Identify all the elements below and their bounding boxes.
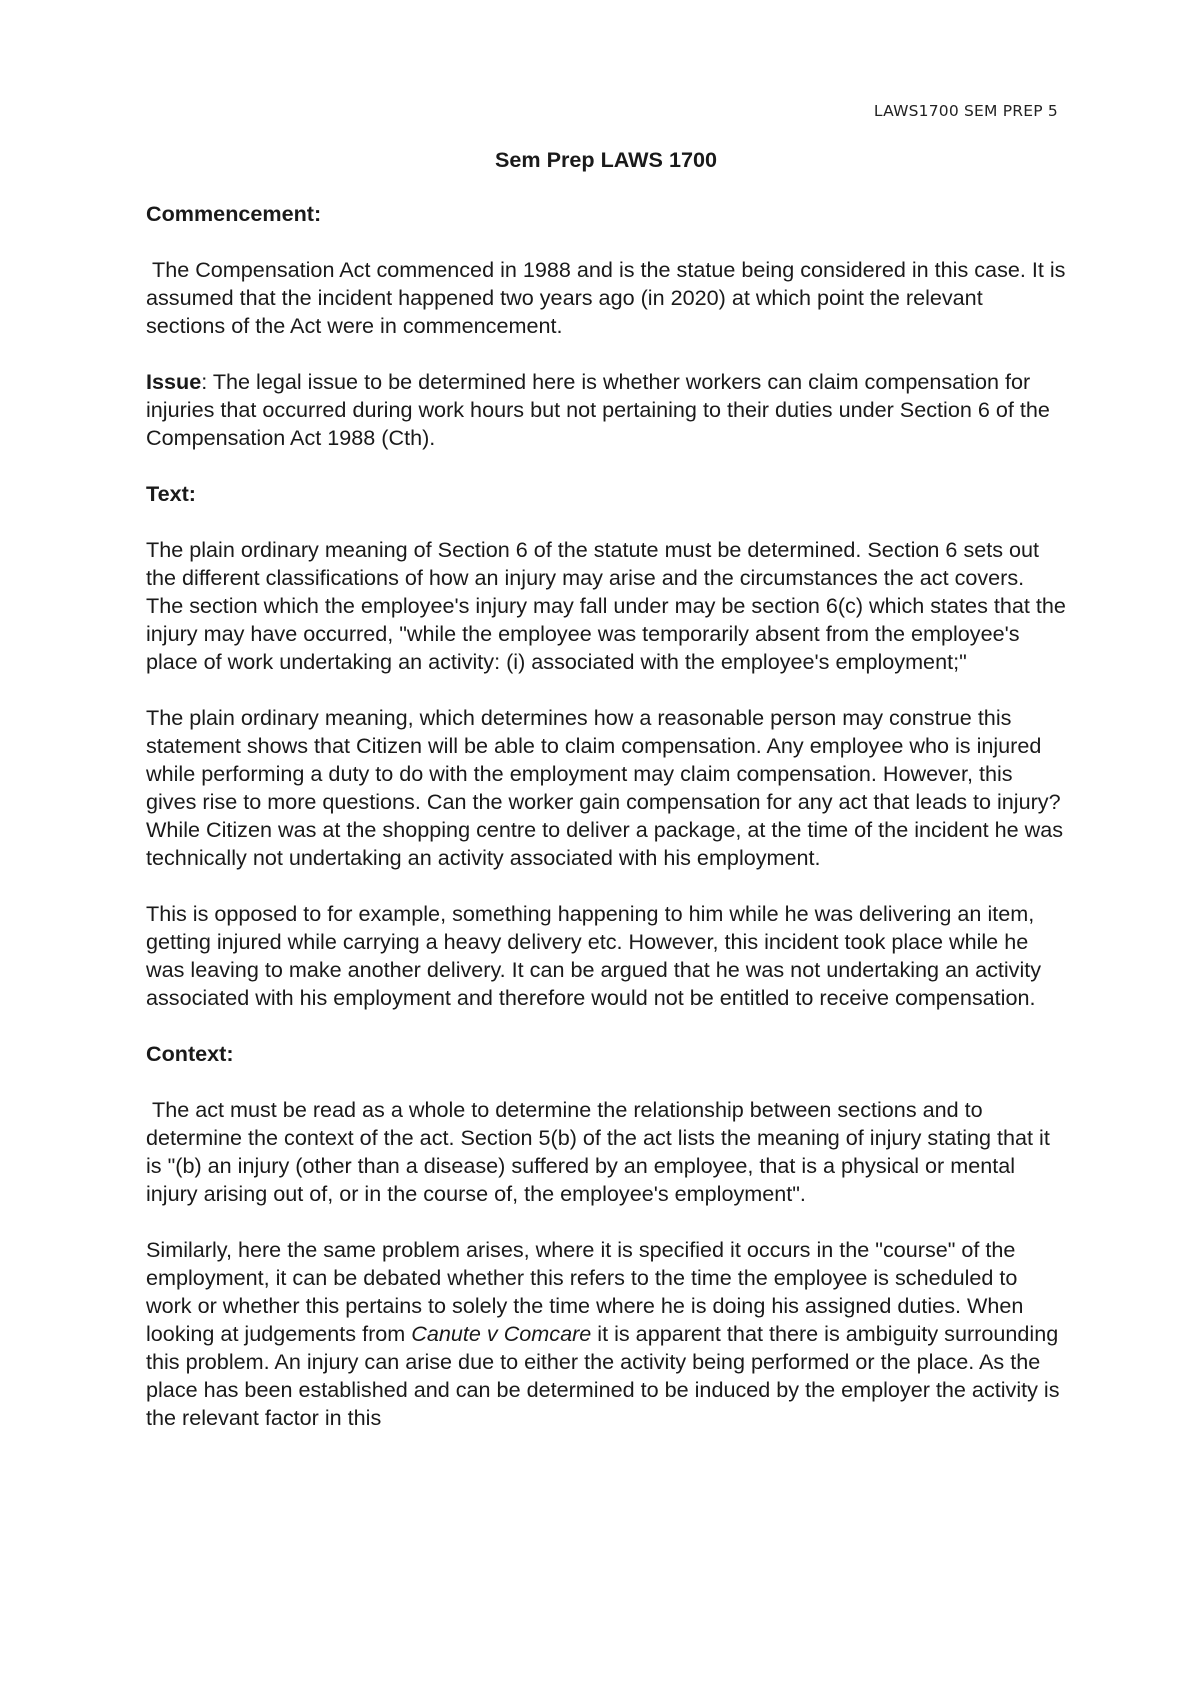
paragraph-text-1: The plain ordinary meaning of Section 6 of the statute must be determined. Section 6 sets out the different classifications of how an injury may arise and the circumstances the act covers. The section which the employee's injury may fall under may be section 6(c) which states that the injury may have occurred, "while the employee was temporarily absent from the employee's place of work undertaking an activity: (i) associated with the employee's employment;" bbox=[146, 537, 1066, 674]
paragraph-commencement: The Compensation Act commenced in 1988 and is the statue being considered in this case. It is assumed that the incident happened two years ago (in 2020) at which point the relevant sections of the Act were in commencement. bbox=[146, 257, 1072, 338]
paragraph-text-2: The plain ordinary meaning, which determines how a reasonable person may construe this statement shows that Citizen will be able to claim compensation. Any employee who is injured while performing a duty to do with the employment may claim compensation. However, this gives rise to more questions. Can the worker gain compensation for any act that leads to injury? While Citizen was at the shopping centre to deliver a package, at the time of the incident he was technically not undertaking an activity associated with his employment. bbox=[146, 705, 1064, 870]
paragraph-text-3: This is opposed to for example, something happening to him while he was delivering an item, getting injured while carrying a heavy delivery etc. However, this incident took place while he was leaving to make another delivery. It can be argued that he was not undertaking an activity associated with his employment and therefore would not be entitled to receive compensation. bbox=[146, 901, 1042, 1010]
document-body bbox=[146, 146, 1072, 1460]
paragraph-issue bbox=[146, 368, 1066, 452]
running-header: LAWS1700 SEM PREP 5 bbox=[873, 102, 1058, 120]
document-title: Sem Prep LAWS 1700 bbox=[494, 147, 718, 172]
case-name: Canute v Comcare bbox=[411, 1321, 592, 1346]
context-2-text-before: Similarly, here the same problem arises, where it is specified it occurs in the "course" of the employment, it can be debated whether this refers to the time the employee is scheduled to work or whether this pertains to solely the time where he is doing his assigned duties. When looking at judgements from bbox=[146, 1237, 1024, 1346]
paragraph-context-1: The act must be read as a whole to determine the relationship between sections and to determine the context of the act. Section 5(b) of the act lists the meaning of injury stating that it is "(b) an injury (other than a disease) suffered by an employee, that is a physical or mental injury arising out of, or in the course of, the employee's employment". bbox=[146, 1097, 1056, 1206]
context-2-text-after: it is apparent that there is ambiguity surrounding this problem. An injury can arise due to either the activity being performed or the place. As the place has been established and can be determined to be induced by the employer the activity is the relevant factor in this bbox=[146, 1321, 1060, 1430]
heading-text: Text: bbox=[146, 481, 196, 506]
heading-context: Context: bbox=[146, 1041, 234, 1066]
issue-label: Issue bbox=[146, 369, 202, 394]
heading-commencement: Commencement: bbox=[146, 201, 322, 226]
paragraph-context-2 bbox=[146, 1236, 1066, 1432]
issue-text: : The legal issue to be determined here is whether workers can claim compensation for injuries that occurred during work hours but not pertaining to their duties under Section 6 of the Compensation Act 1988 (Cth). bbox=[146, 369, 1050, 450]
